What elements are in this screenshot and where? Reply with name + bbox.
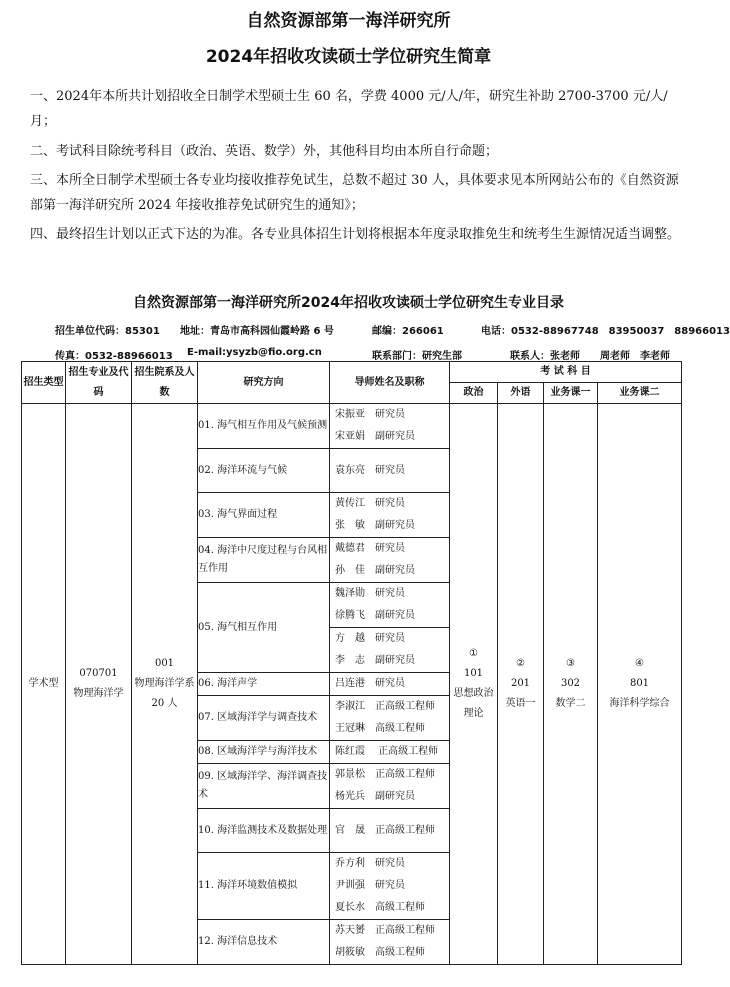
tutor-line: 魏泽勋 研究员 [335, 588, 405, 599]
tutor-cell [330, 764, 450, 809]
dept-cell [132, 404, 198, 965]
header-direction: 研究方向 [198, 362, 330, 404]
tutor-line: 杨光兵 副研究员 [335, 791, 415, 802]
tutor-line: 吕连港 研究员 [335, 678, 405, 689]
tutor-line: 戴德君 研究员 [335, 543, 405, 554]
exam-foreign-number: ② [516, 658, 525, 669]
direction-cell: 09. 区域海洋学、海洋调查技术 [198, 764, 330, 809]
tutor-cell [330, 673, 450, 696]
department: 联系部门：研究生部 [372, 351, 462, 362]
tutor-line: 王冠琳 高级工程师 [335, 723, 425, 734]
document-title: 自然资源部第一海洋研究所 [246, 11, 451, 31]
tutor-cell [330, 920, 450, 965]
postcode: 邮编：266061 [372, 326, 444, 337]
tutor-line: 官 晟 正高级工程师 [335, 825, 435, 836]
dept-name: 物理海洋学系 20 人 [134, 678, 195, 709]
tutor-cell [330, 449, 450, 493]
tutor-line: 苏天赟 正高级工程师 [335, 925, 435, 936]
major-cell [66, 404, 132, 965]
exam-politics-name: 思想政治理论 [453, 688, 494, 719]
tutor-line: 李淑江 正高级工程师 [335, 701, 435, 712]
direction-cell: 05. 海气相互作用 [198, 583, 330, 673]
header-dept: 招生院系及人数 [132, 362, 198, 404]
exam-course2-code: 801 [629, 678, 650, 689]
tutor-line: 宋振亚 研究员 [335, 409, 405, 420]
tutor-line: 乔方利 研究员 [335, 858, 405, 869]
header-course1: 业务课一 [544, 383, 598, 404]
exam-course1 [544, 404, 598, 965]
direction-cell: 06. 海洋声学 [198, 673, 330, 696]
paragraph-2: 二、考试科目除统考科目（政治、英语、数学）外，其他科目均由本所自行命题； [30, 144, 499, 159]
direction-cell: 07. 区域海洋学与调查技术 [198, 696, 330, 741]
exam-course2-number: ④ [635, 658, 644, 669]
tutor-line: 张 敏 副研究员 [335, 520, 415, 531]
document-subtitle: 2024年招收攻读硕士学位研究生简章 [205, 47, 492, 67]
direction-cell: 04. 海洋中尺度过程与台风相互作用 [198, 538, 330, 583]
direction-cell: 11. 海洋环境数值模拟 [198, 853, 330, 920]
phone: 电话：0532-88967748 83950037 88966013 [481, 326, 730, 337]
major-name: 物理海洋学 [73, 688, 124, 699]
exam-foreign-name: 英语一 [505, 698, 536, 709]
exam-course2 [598, 404, 682, 965]
tutor-line: 尹训强 研究员 [335, 880, 405, 891]
header-politics: 政治 [450, 383, 498, 404]
tutor-cell [330, 538, 450, 583]
catalog-title: 自然资源部第一海洋研究所2024年招收攻读硕士学位研究生专业目录 [133, 295, 564, 311]
paragraph-1: 一、2024年本所共计划招收全日制学术型硕士生 60 名，学费 4000 元/人/年，研究生补助 2700-3700 元/人/月； [30, 89, 668, 129]
paragraph-3: 三、本所全日制学术型硕士各专业均接收推荐免试生，总数不超过 30 人，具体要求见本所网站公布的《自然资源部第一海洋研究所 2024 年接收推荐免试研究生的通知》； [30, 173, 679, 213]
tutor-cell [330, 696, 450, 741]
exam-course1-code: 302 [560, 678, 581, 689]
major-code: 070701 [79, 668, 118, 679]
exam-politics-number: ① [469, 648, 478, 659]
exam-foreign [498, 404, 544, 965]
unit-code: 招生单位代码：85301 [55, 326, 160, 337]
tutor-cell [330, 493, 450, 538]
address: 地址：青岛市高科园仙霞岭路 6 号 [180, 326, 334, 337]
table-row [22, 404, 682, 449]
exam-course1-name: 数学二 [555, 698, 586, 709]
dept-code: 001 [154, 658, 175, 669]
tutor-line: 黄传江 研究员 [335, 498, 405, 509]
tutor-cell [330, 404, 450, 449]
tutor-line: 郭景松 正高级工程师 [335, 769, 435, 780]
tutor-cell [330, 583, 450, 673]
tutor-cell [330, 853, 450, 920]
direction-cell: 01. 海气相互作用及气候预测 [198, 404, 330, 449]
direction-cell: 12. 海洋信息技术 [198, 920, 330, 965]
tutor-line: 宋亚娟 副研究员 [335, 431, 415, 442]
exam-politics [450, 404, 498, 965]
header-course2: 业务课二 [598, 383, 682, 404]
direction-cell: 02. 海洋环流与气候 [198, 449, 330, 493]
header-tutor: 导师姓名及职称 [330, 362, 450, 404]
direction-cell: 08. 区域海洋学与海洋技术 [198, 741, 330, 764]
tutor-line: 袁东亮 研究员 [335, 465, 405, 476]
direction-cell: 10. 海洋监测技术及数据处理 [198, 809, 330, 853]
tutor-line: 夏长水 高级工程师 [335, 902, 425, 913]
tutor-cell [330, 741, 450, 764]
exam-foreign-code: 201 [510, 678, 531, 689]
tutor-line: 胡筱敏 高级工程师 [335, 947, 425, 958]
paragraph-4: 四、最终招生计划以正式下达的为准。各专业具体招生计划将根据本年度录取推免生和统考生生源情况适当调整。 [30, 227, 681, 242]
tutor-line: 孙 佳 副研究员 [335, 565, 415, 576]
fax: 传真：0532-88966013 [55, 351, 173, 362]
direction-cell: 03. 海气界面过程 [198, 493, 330, 538]
tutor-line: 李 志 副研究员 [335, 655, 415, 666]
header-foreign: 外语 [498, 383, 544, 404]
exam-course2-name: 海洋科学综合 [609, 698, 670, 709]
exam-politics-code: 101 [463, 668, 484, 679]
exam-course1-number: ③ [566, 658, 575, 669]
contacts: 联系人：张老师 周老师 李老师 [510, 351, 670, 362]
header-type: 招生类型 [22, 362, 66, 404]
tutor-line: 徐腾飞 副研究员 [335, 610, 415, 621]
header-major: 招生专业及代码 [66, 362, 132, 404]
program-table [21, 361, 682, 965]
type-cell: 学术型 [22, 404, 66, 965]
tutor-cell [330, 809, 450, 853]
email: E-mail:ysyzb@fio.org.cn [187, 347, 322, 358]
header-exam: 考 试 科 目 [450, 362, 682, 383]
tutor-line: 陈红霞 正高级工程师 [335, 746, 439, 757]
tutor-line: 方 越 研究员 [330, 627, 449, 650]
